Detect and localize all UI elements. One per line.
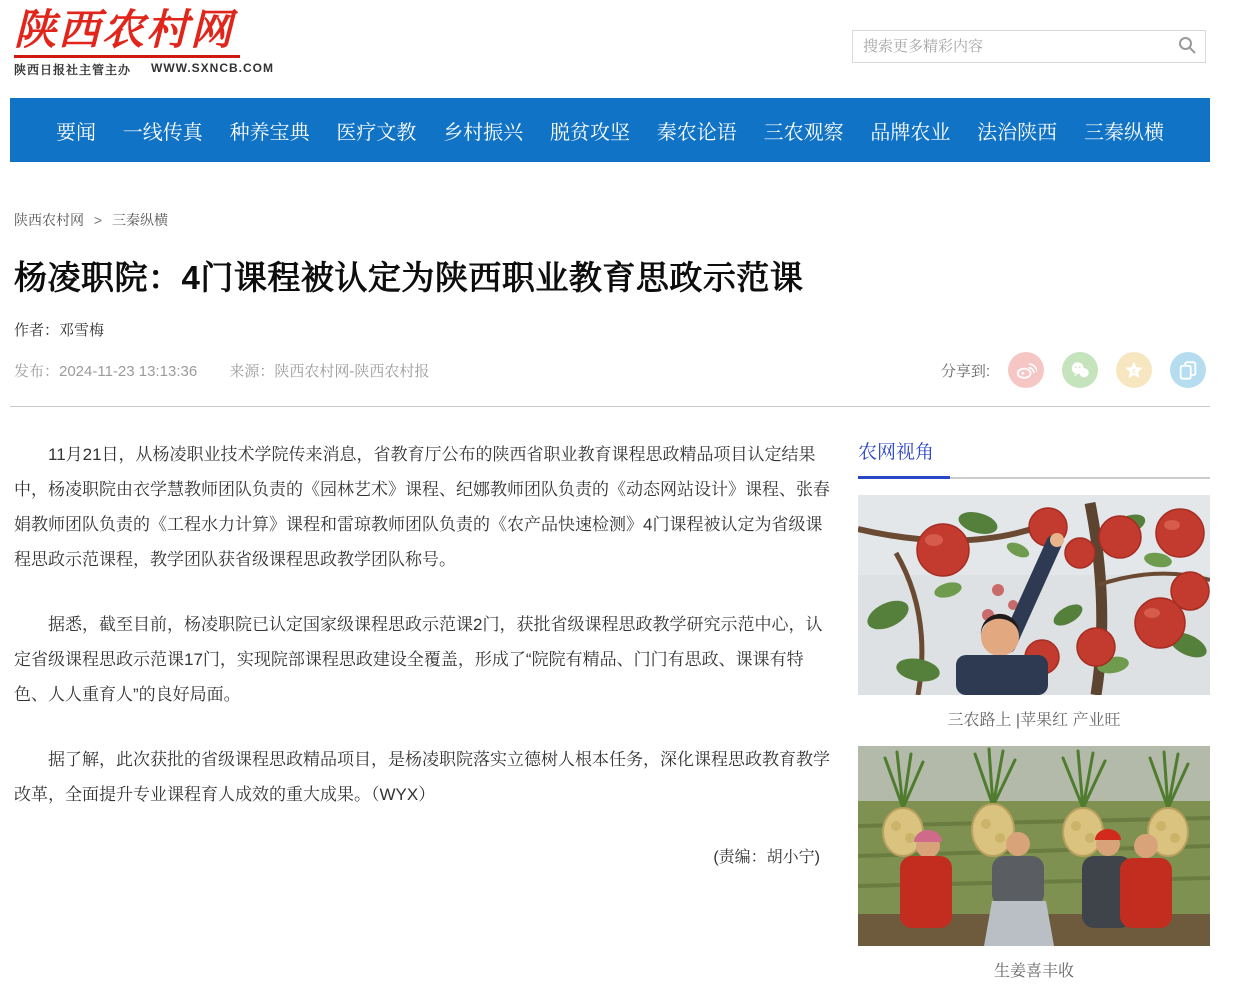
nav-item-sanqinzongheng[interactable]: 三秦纵横 <box>1083 121 1164 144</box>
nav-item-yiliaowenjiao[interactable]: 医疗文教 <box>336 121 417 144</box>
svg-text:z: z <box>1132 366 1136 376</box>
photo-caption[interactable]: 生姜喜丰收 <box>993 963 1074 980</box>
breadcrumb-current-link[interactable]: 三秦纵横 <box>111 212 168 228</box>
search-button[interactable] <box>1169 31 1205 62</box>
list-item[interactable] <box>858 495 1210 730</box>
editor-note: (责编：胡小宁) <box>713 849 820 866</box>
nav-item-xiangcunzhenxing[interactable]: 乡村振兴 <box>443 121 524 144</box>
search-input[interactable] <box>853 31 1169 62</box>
site-logo-subtitle-row <box>14 61 274 78</box>
meta-row <box>10 340 1210 388</box>
nav-item-fazhishaanxi[interactable]: 法治陕西 <box>977 121 1058 144</box>
nav-item-zhongyangbaodian[interactable]: 种养宝典 <box>229 121 310 144</box>
logo-site-url: WWW.SXNCB.COM <box>151 61 275 76</box>
breadcrumb <box>10 162 1210 230</box>
share-label: 分享到: <box>940 362 990 380</box>
article-paragraph: 据悉，截至目前，杨凌职院已认定国家级课程思政示范课2门，获批省级课程思政教学研究示范中心，认定省级课程思政示范课17门，实现院部课程思政建设全覆盖，形成了“院院有精品、门门有思政、课课有特色、人人重育人”的良好局面。 <box>14 615 823 704</box>
header-divider <box>10 406 1210 407</box>
wechat-share-icon[interactable] <box>1062 352 1098 388</box>
article-paragraph: 11月21日，从杨凌职业技术学院传来消息，省教育厅公布的陕西省职业教育课程思政精品项目认定结果中，杨凌职院由衣学慧教师团队负责的《园林艺术》课程、纪娜教师团队负责的《动态网站设计》课程、张春娟教师团队负责的《工程水力计算》课程和雷琼教师团队负责的《农产品快速检测》4门课程被认定为省级课程思政示范课程，教学团队获省级课程思政教学团队称号。 <box>14 445 830 569</box>
author-line: 作者：邓雪梅 <box>14 322 105 339</box>
ginger-harvest-photo[interactable] <box>858 746 1210 946</box>
publish-time: 发布：2024-11-23 13:13:36 <box>14 362 198 380</box>
main-nav <box>10 98 1210 162</box>
sidebar-rule-track <box>950 477 1210 479</box>
photo-caption[interactable]: 三农路上 |苹果红 产业旺 <box>947 712 1121 729</box>
sidebar-rule-accent <box>858 476 950 479</box>
article-body <box>10 437 832 991</box>
nav-item-pinpainongye[interactable]: 品牌农业 <box>870 121 951 144</box>
breadcrumb-home-link[interactable]: 陕西农村网 <box>14 212 84 228</box>
site-logo-title: 陕西农村网 <box>14 6 240 58</box>
page-title: 杨凌职院：4门课程被认定为陕西职业教育思政示范课 <box>14 259 804 296</box>
nav-item-yaowen[interactable]: 要闻 <box>56 121 96 144</box>
site-logo[interactable] <box>14 6 274 78</box>
search-box <box>852 30 1206 63</box>
copy-link-icon[interactable] <box>1170 352 1206 388</box>
site-header <box>10 0 1210 98</box>
nav-item-yixianchuanzhen[interactable]: 一线传真 <box>122 121 203 144</box>
content-area <box>10 437 1210 991</box>
source-text: 来源：陕西农村网-陕西农村报 <box>229 362 430 380</box>
sidebar-rule <box>858 476 1210 479</box>
sidebar-section-title: 农网视角 <box>858 442 935 463</box>
qzone-share-icon[interactable] <box>1116 352 1152 388</box>
page <box>10 0 1210 991</box>
apple-harvest-photo[interactable] <box>858 495 1210 695</box>
share-bar <box>941 352 1206 388</box>
nav-item-sannongguancha[interactable]: 三农观察 <box>763 121 844 144</box>
publish-info <box>14 360 429 381</box>
list-item[interactable] <box>858 746 1210 981</box>
weibo-share-icon[interactable] <box>1008 352 1044 388</box>
article-paragraph: 据了解，此次获批的省级课程思政精品项目，是杨凌职院落实立德树人根本任务，深化课程思政教育教学改革，全面提升专业课程育人成效的重大成果。（WYX） <box>14 750 830 804</box>
breadcrumb-separator: > <box>93 212 103 228</box>
nav-item-qinnonglunyu[interactable]: 秦农论语 <box>656 121 737 144</box>
magnifier-icon <box>1177 35 1197 58</box>
sidebar <box>858 437 1210 991</box>
logo-sponsor-text: 陕西日报社主管主办 <box>14 63 132 78</box>
nav-item-tuopingongjian[interactable]: 脱贫攻坚 <box>549 121 630 144</box>
